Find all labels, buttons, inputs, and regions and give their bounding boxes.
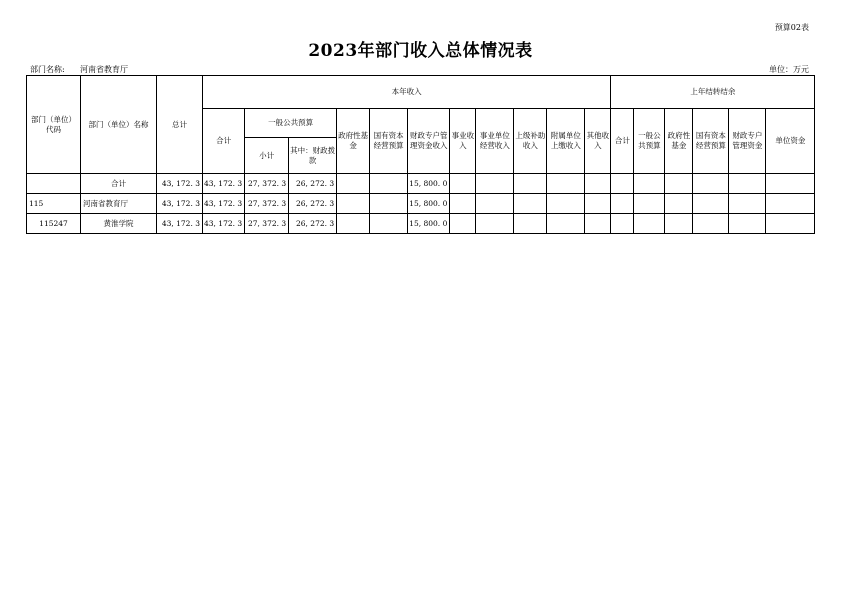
row-cell	[665, 174, 693, 194]
row-cell	[729, 174, 766, 194]
row-cell	[450, 214, 476, 234]
row-cell	[476, 214, 514, 234]
header-c-unit-fund: 单位资金	[766, 109, 815, 174]
header-state-capital: 国有资本经营预算	[370, 109, 408, 174]
row-subtotal: 27, 372. 3	[245, 174, 289, 194]
row-subtotal: 27, 372. 3	[245, 194, 289, 214]
row-cell	[476, 174, 514, 194]
header-name: 部门（单位）名称	[81, 76, 157, 174]
row-cell	[370, 194, 408, 214]
row-cell	[585, 214, 611, 234]
header-of-which-fiscal: 其中：财政拨款	[289, 138, 337, 174]
department-value: 河南省教育厅	[79, 65, 128, 74]
row-code: 115247	[27, 214, 81, 234]
row-cell	[665, 194, 693, 214]
header-c-general: 一般公共预算	[634, 109, 665, 174]
row-cell	[547, 194, 585, 214]
page-title: 2023年部门收入总体情况表	[308, 41, 533, 61]
header-total: 总计	[157, 76, 203, 174]
row-cell	[585, 174, 611, 194]
row-name: 黄淮学院	[81, 214, 157, 234]
row-heji: 43, 172. 3	[203, 194, 245, 214]
row-cell	[611, 174, 634, 194]
row-cell	[450, 174, 476, 194]
row-cell	[370, 174, 408, 194]
row-cell	[547, 174, 585, 194]
row-fiscal: 26, 272. 3	[289, 174, 337, 194]
row-heji: 43, 172. 3	[203, 214, 245, 234]
row-fiscal: 26, 272. 3	[289, 194, 337, 214]
row-cell	[585, 194, 611, 214]
row-fiscal: 26, 272. 3	[289, 214, 337, 234]
row-cell	[514, 174, 547, 194]
row-cell	[370, 214, 408, 234]
row-name: 河南省教育厅	[81, 194, 157, 214]
row-heji: 43, 172. 3	[203, 174, 245, 194]
row-cell	[766, 214, 815, 234]
header-c-special: 财政专户管理资金	[729, 109, 766, 174]
header-other: 其他收入	[585, 109, 611, 174]
header-carryover: 上年结转结余	[611, 76, 815, 109]
header-c-state-capital: 国有资本经营预算	[693, 109, 729, 174]
department-label: 部门名称:	[30, 65, 65, 74]
row-cell	[729, 194, 766, 214]
row-code: 115	[27, 194, 81, 214]
row-cell	[634, 174, 665, 194]
department-line	[30, 64, 128, 75]
row-code	[27, 174, 81, 194]
row-cell	[634, 214, 665, 234]
header-heji: 合计	[203, 109, 245, 174]
header-general-budget: 一般公共预算	[245, 109, 337, 138]
header-affiliated: 附属单位上缴收入	[547, 109, 585, 174]
row-cell	[634, 194, 665, 214]
table-row	[27, 214, 815, 234]
header-row-1	[27, 76, 815, 109]
row-cell	[514, 194, 547, 214]
header-c-heji: 合计	[611, 109, 634, 174]
header-shiye-operating: 事业单位经营收入	[476, 109, 514, 174]
row-special: 15, 800. 0	[408, 214, 450, 234]
income-table	[26, 75, 815, 234]
row-special: 15, 800. 0	[408, 174, 450, 194]
header-subtotal: 小计	[245, 138, 289, 174]
form-code: 预算02表	[774, 23, 809, 32]
row-total: 43, 172. 3	[157, 214, 203, 234]
header-superior-subsidy: 上级补助收入	[514, 109, 547, 174]
row-cell	[337, 174, 370, 194]
header-gov-fund: 政府性基金	[337, 109, 370, 174]
row-cell	[337, 214, 370, 234]
row-total: 43, 172. 3	[157, 174, 203, 194]
row-subtotal: 27, 372. 3	[245, 214, 289, 234]
row-cell	[693, 194, 729, 214]
header-c-gov-fund: 政府性基金	[665, 109, 693, 174]
row-cell	[729, 214, 766, 234]
row-cell	[693, 214, 729, 234]
row-cell	[611, 214, 634, 234]
row-cell	[611, 194, 634, 214]
row-cell	[693, 174, 729, 194]
row-cell	[766, 174, 815, 194]
row-cell	[514, 214, 547, 234]
header-shiye: 事业收入	[450, 109, 476, 174]
header-code: 部门（单位）代码	[27, 76, 81, 174]
header-special-fiscal: 财政专户管理资金收入	[408, 109, 450, 174]
row-cell	[547, 214, 585, 234]
row-cell	[665, 214, 693, 234]
row-special: 15, 800. 0	[408, 194, 450, 214]
row-cell	[450, 194, 476, 214]
row-name: 合计	[81, 174, 157, 194]
table-row	[27, 174, 815, 194]
row-cell	[337, 194, 370, 214]
row-cell	[766, 194, 815, 214]
unit-label: 单位：万元	[769, 65, 809, 74]
header-current-year: 本年收入	[203, 76, 611, 109]
row-cell	[476, 194, 514, 214]
table-row	[27, 194, 815, 214]
row-total: 43, 172. 3	[157, 194, 203, 214]
